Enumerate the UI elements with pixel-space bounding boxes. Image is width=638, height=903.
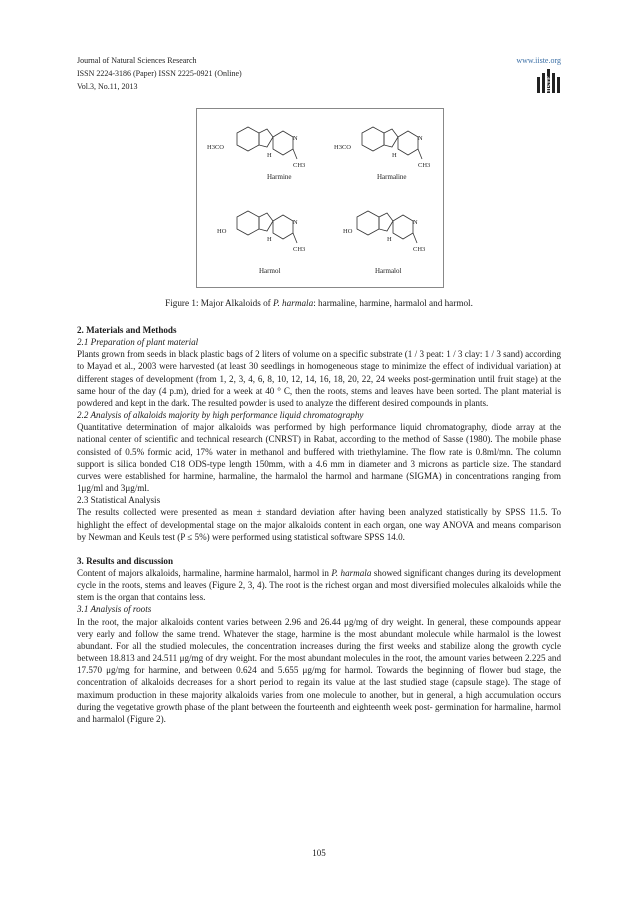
svg-text:N: N: [293, 135, 298, 142]
article-body: [77, 324, 561, 725]
harmalol-label: Harmalol: [375, 267, 402, 275]
hplc-heading: 2.2 Analysis of alkaloids majority by high performance liquid chromatography: [77, 410, 364, 421]
svg-text:CH3: CH3: [293, 162, 306, 169]
svg-text:H: H: [387, 236, 392, 243]
svg-text:N: N: [418, 135, 423, 142]
harmine-label: Harmine: [267, 173, 292, 181]
prep-paragraph: Plants grown from seeds in black plastic bags of 2 liters of volume on a specific substrate (1 / 3 peat: 1 / 3 clay: 1 / 3 sand) according to Mayad et al., 2003 were harvested (at least 30 seedlings in homogeneous stage to minimize the effect of individual variation) at different stages of development (from 1, 2, 3, 4, 6, 8, 10, 12, 14, 16, 18, 20, 22, 24 weeks post-germination until fruit stage) at the same hour of the day (4 p.m), dried for a week at 40 ° C, then the roots, stems and leaves have been sorted. The plant material is powdered and kept in the dark. The resulted powder is used to analyze the different desired compounds in plants.: [77, 349, 561, 408]
roots-paragraph: In the root, the major alkaloids content varies between 2.96 and 26.44 μg/mg of dry weight. In general, these compounds appear very early and follow the same trend. Whatever the stage, harmine is the most abundant molecule while harmalol is the lowest abundant. For all the studied molecules, the concentration increases during the first weeks and stabilize along the growth cycle between 18.813 and 24.511 μg/mg of dry weight. For the most abundant molecules in the root, the amount varies between 2.225 and 17.570 μg/mg for harmine, and between 0.624 and 5.655 μg/mg for harmol. Towards the beginning of flower bud stage, the concentration of alkaloids decreases for a short period to regain its value at the last studied stage (capsule stage). The stage of maximum production in these majority alkaloids varies from one molecule to another, but in general, a high accumulation occurs during the vegetative growth phase of the plant between the fourteenth and eighteenth week post- germination for harmaline, harmol and harmalol (Figure 2).: [77, 616, 561, 724]
harmol-label: Harmol: [259, 267, 281, 275]
structures-svg: [197, 109, 443, 287]
svg-text:H3CO: H3CO: [334, 144, 351, 151]
journal-title: Journal of Natural Sciences Research: [77, 56, 197, 65]
harmaline-label: Harmaline: [377, 173, 407, 181]
svg-text:IISTE: IISTE: [547, 75, 553, 93]
journal-url-link[interactable]: www.iiste.org: [516, 56, 561, 65]
roots-heading: 3.1 Analysis of roots: [77, 604, 152, 615]
stats-paragraph: The results collected were presented as mean ± standard deviation after having been analyzed statistically by SPSS 11.5. To highlight the effect of developmental stage on the major alkaloids content in each organ, one way ANOVA and means comparison by Newman and Keuls test (P ≤ 5%) were performed using statistical software SPSS 14.0.: [77, 507, 561, 542]
svg-text:H: H: [267, 152, 272, 159]
materials-heading: 2. Materials and Methods: [77, 325, 177, 335]
svg-text:H3CO: H3CO: [207, 144, 224, 151]
results-heading: 3. Results and discussion: [77, 555, 174, 566]
svg-text:HO: HO: [343, 228, 353, 235]
issn-line: ISSN 2224-3186 (Paper) ISSN 2225-0921 (Online): [77, 69, 242, 78]
stats-heading: 2.3 Statistical Analysis: [77, 495, 161, 506]
svg-text:CH3: CH3: [413, 246, 426, 253]
svg-text:CH3: CH3: [293, 246, 306, 253]
svg-text:N: N: [413, 219, 418, 226]
figure-caption: Figure 1: Major Alkaloids of P. harmala: harmaline, harmine, harmalol and harmol.: [165, 298, 473, 308]
svg-text:H: H: [267, 236, 272, 243]
results-paragraph: Content of majors alkaloids, harmaline, harmine harmalol, harmol in P. harmala showed significant changes during its development cycle in the roots, stems and leaves (Figure 2, 3, 4). The root is the richest organ and most diversified molecules alkaloids while the stem is the organ that contains less.: [77, 567, 562, 603]
svg-text:N: N: [293, 219, 298, 226]
svg-text:H: H: [392, 152, 397, 159]
prep-heading: 2.1 Preparation of plant material: [77, 337, 199, 348]
hplc-paragraph: Quantitative determination of major alkaloids was performed by high performance liquid chromatography, diode array at the national center of scientific and technical research (CNRST) in Rabat, according to the method of Sasse (1980). The mobile phase consisted of 0.5% formic acid, 17% water in methanol and buffered with triethylamine. The flow rate is 0.8ml/mn. The column support is silica bonded C18 ODS-type length 150mm, with a 4.6 mm in diameter and 3 microns as particle size. The standard curves were established for harmine, harmaline, the harmalol the harmol and harmane (SIGMA) in concentrations ranging from 1μg/ml and 3μg/ml.: [77, 422, 561, 494]
svg-text:CH3: CH3: [418, 162, 431, 169]
alkaloid-structures-figure: [196, 108, 444, 288]
volume-line: Vol.3, No.11, 2013: [77, 82, 138, 91]
iiste-logo: [535, 67, 561, 95]
page-number: 105: [312, 848, 326, 858]
svg-text:HO: HO: [217, 228, 227, 235]
